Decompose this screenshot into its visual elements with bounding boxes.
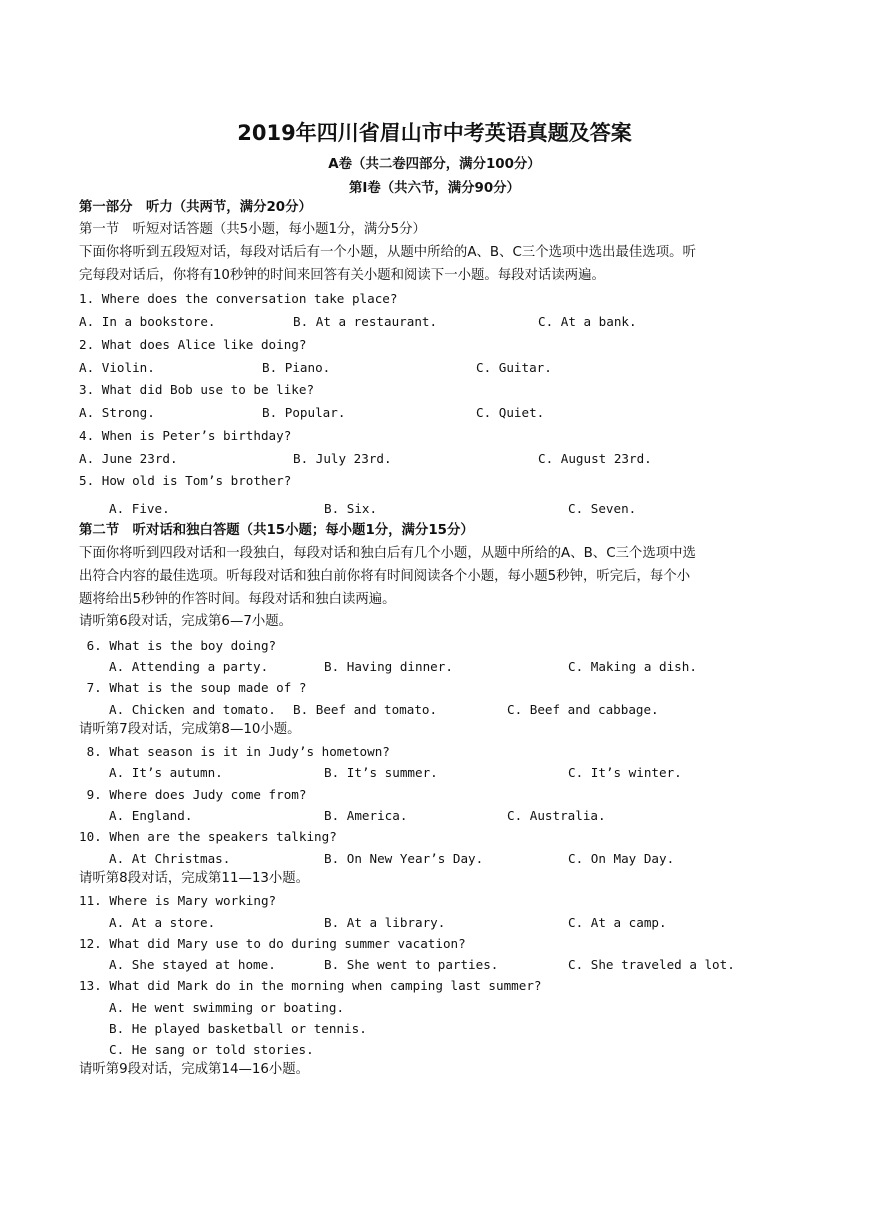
- dialogue-heading: 请听第7段对话，完成第8—10小题。: [79, 722, 301, 737]
- option-c: C. It’s winter.: [568, 765, 682, 780]
- question-5: 5. How old is Tom’s brother?: [79, 473, 292, 488]
- option-a: A. At Christmas.: [109, 851, 231, 866]
- section-heading: 第二节 听对话和独白答题（共15小题；每小题1分，满分15分）: [79, 523, 474, 538]
- instruction-line: 完每段对话后，你将有10秒钟的时间来回答有关小题和阅读下一小题。每段对话读两遍。: [79, 268, 605, 283]
- option-b: B. Six.: [324, 501, 378, 516]
- question-9: 9. Where does Judy come from?: [79, 787, 307, 802]
- question-12: 12. What did Mary use to do during summer vacation?: [79, 936, 466, 951]
- instruction-line: 题将给出5秒钟的作答时间。每段对话和独白读两遍。: [79, 592, 396, 607]
- question-6: 6. What is the boy doing?: [79, 638, 277, 653]
- dialogue-heading: 请听第8段对话，完成第11—13小题。: [79, 871, 310, 886]
- option-b: B. Popular.: [262, 405, 346, 420]
- question-7: 7. What is the soup made of ?: [79, 680, 307, 695]
- option-a: A. At a store.: [109, 915, 216, 930]
- question-11: 11. Where is Mary working?: [79, 893, 277, 908]
- option-b: B. Having dinner.: [324, 659, 453, 674]
- option-c: C. Guitar.: [476, 360, 552, 375]
- part-heading: 第一部分 听力（共两节，满分20分）: [79, 200, 312, 215]
- option-a: A. It’s autumn.: [109, 765, 223, 780]
- option-c: C. Making a dish.: [568, 659, 697, 674]
- dialogue-heading: 请听第9段对话，完成第14—16小题。: [79, 1062, 310, 1077]
- option-a: A. Chicken and tomato.: [109, 702, 276, 717]
- option-c: C. August 23rd.: [538, 451, 652, 466]
- option-b: B. At a restaurant.: [293, 314, 438, 329]
- volume-subtitle: 第Ⅰ卷（共六节，满分90分）: [349, 181, 520, 196]
- option-a: A. He went swimming or boating.: [109, 1000, 345, 1015]
- option-b: B. She went to parties.: [324, 957, 499, 972]
- option-b: B. America.: [324, 808, 408, 823]
- paper-subtitle: A卷（共二卷四部分，满分100分）: [328, 157, 541, 172]
- option-c: C. Quiet.: [476, 405, 545, 420]
- option-c: C. On May Day.: [568, 851, 675, 866]
- option-c: C. She traveled a lot.: [568, 957, 735, 972]
- question-1: 1. Where does the conversation take place?: [79, 291, 398, 306]
- section-heading: 第一节 听短对话答题（共5小题，每小题1分，满分5分）: [79, 222, 426, 237]
- page-title: 2019年四川省眉山市中考英语真题及答案: [237, 121, 632, 145]
- option-b: B. It’s summer.: [324, 765, 438, 780]
- instruction-line: 下面你将听到五段短对话，每段对话后有一个小题，从题中所给的A、B、C三个选项中选出最佳选项。听: [79, 245, 696, 260]
- option-b: B. Piano.: [262, 360, 331, 375]
- option-a: A. Attending a party.: [109, 659, 269, 674]
- option-a: A. Violin.: [79, 360, 155, 375]
- option-a: A. In a bookstore.: [79, 314, 216, 329]
- instruction-line: 出符合内容的最佳选项。听每段对话和独白前你将有时间阅读各个小题，每小题5秒钟，听完后，每个小: [79, 569, 691, 584]
- question-2: 2. What does Alice like doing?: [79, 337, 307, 352]
- question-8: 8. What season is it in Judy’s hometown?: [79, 744, 390, 759]
- option-c: C. At a camp.: [568, 915, 667, 930]
- question-10: 10. When are the speakers talking?: [79, 829, 337, 844]
- option-a: A. She stayed at home.: [109, 957, 276, 972]
- option-b: B. On New Year’s Day.: [324, 851, 484, 866]
- instruction-line: 下面你将听到四段对话和一段独白，每段对话和独白后有几个小题，从题中所给的A、B、C三个选项中选: [79, 546, 696, 561]
- question-13: 13. What did Mark do in the morning when camping last summer?: [79, 978, 542, 993]
- option-b: B. At a library.: [324, 915, 446, 930]
- option-a: A. Strong.: [79, 405, 155, 420]
- option-b: B. He played basketball or tennis.: [109, 1021, 367, 1036]
- option-a: A. England.: [109, 808, 193, 823]
- option-c: C. Beef and cabbage.: [507, 702, 659, 717]
- option-c: C. He sang or told stories.: [109, 1042, 314, 1057]
- option-a: A. Five.: [109, 501, 170, 516]
- dialogue-heading: 请听第6段对话，完成第6—7小题。: [79, 614, 293, 629]
- option-b: B. Beef and tomato.: [293, 702, 438, 717]
- option-c: C. At a bank.: [538, 314, 637, 329]
- option-b: B. July 23rd.: [293, 451, 392, 466]
- option-c: C. Australia.: [507, 808, 606, 823]
- option-a: A. June 23rd.: [79, 451, 178, 466]
- option-c: C. Seven.: [568, 501, 637, 516]
- question-3: 3. What did Bob use to be like?: [79, 382, 315, 397]
- question-4: 4. When is Peter’s birthday?: [79, 428, 292, 443]
